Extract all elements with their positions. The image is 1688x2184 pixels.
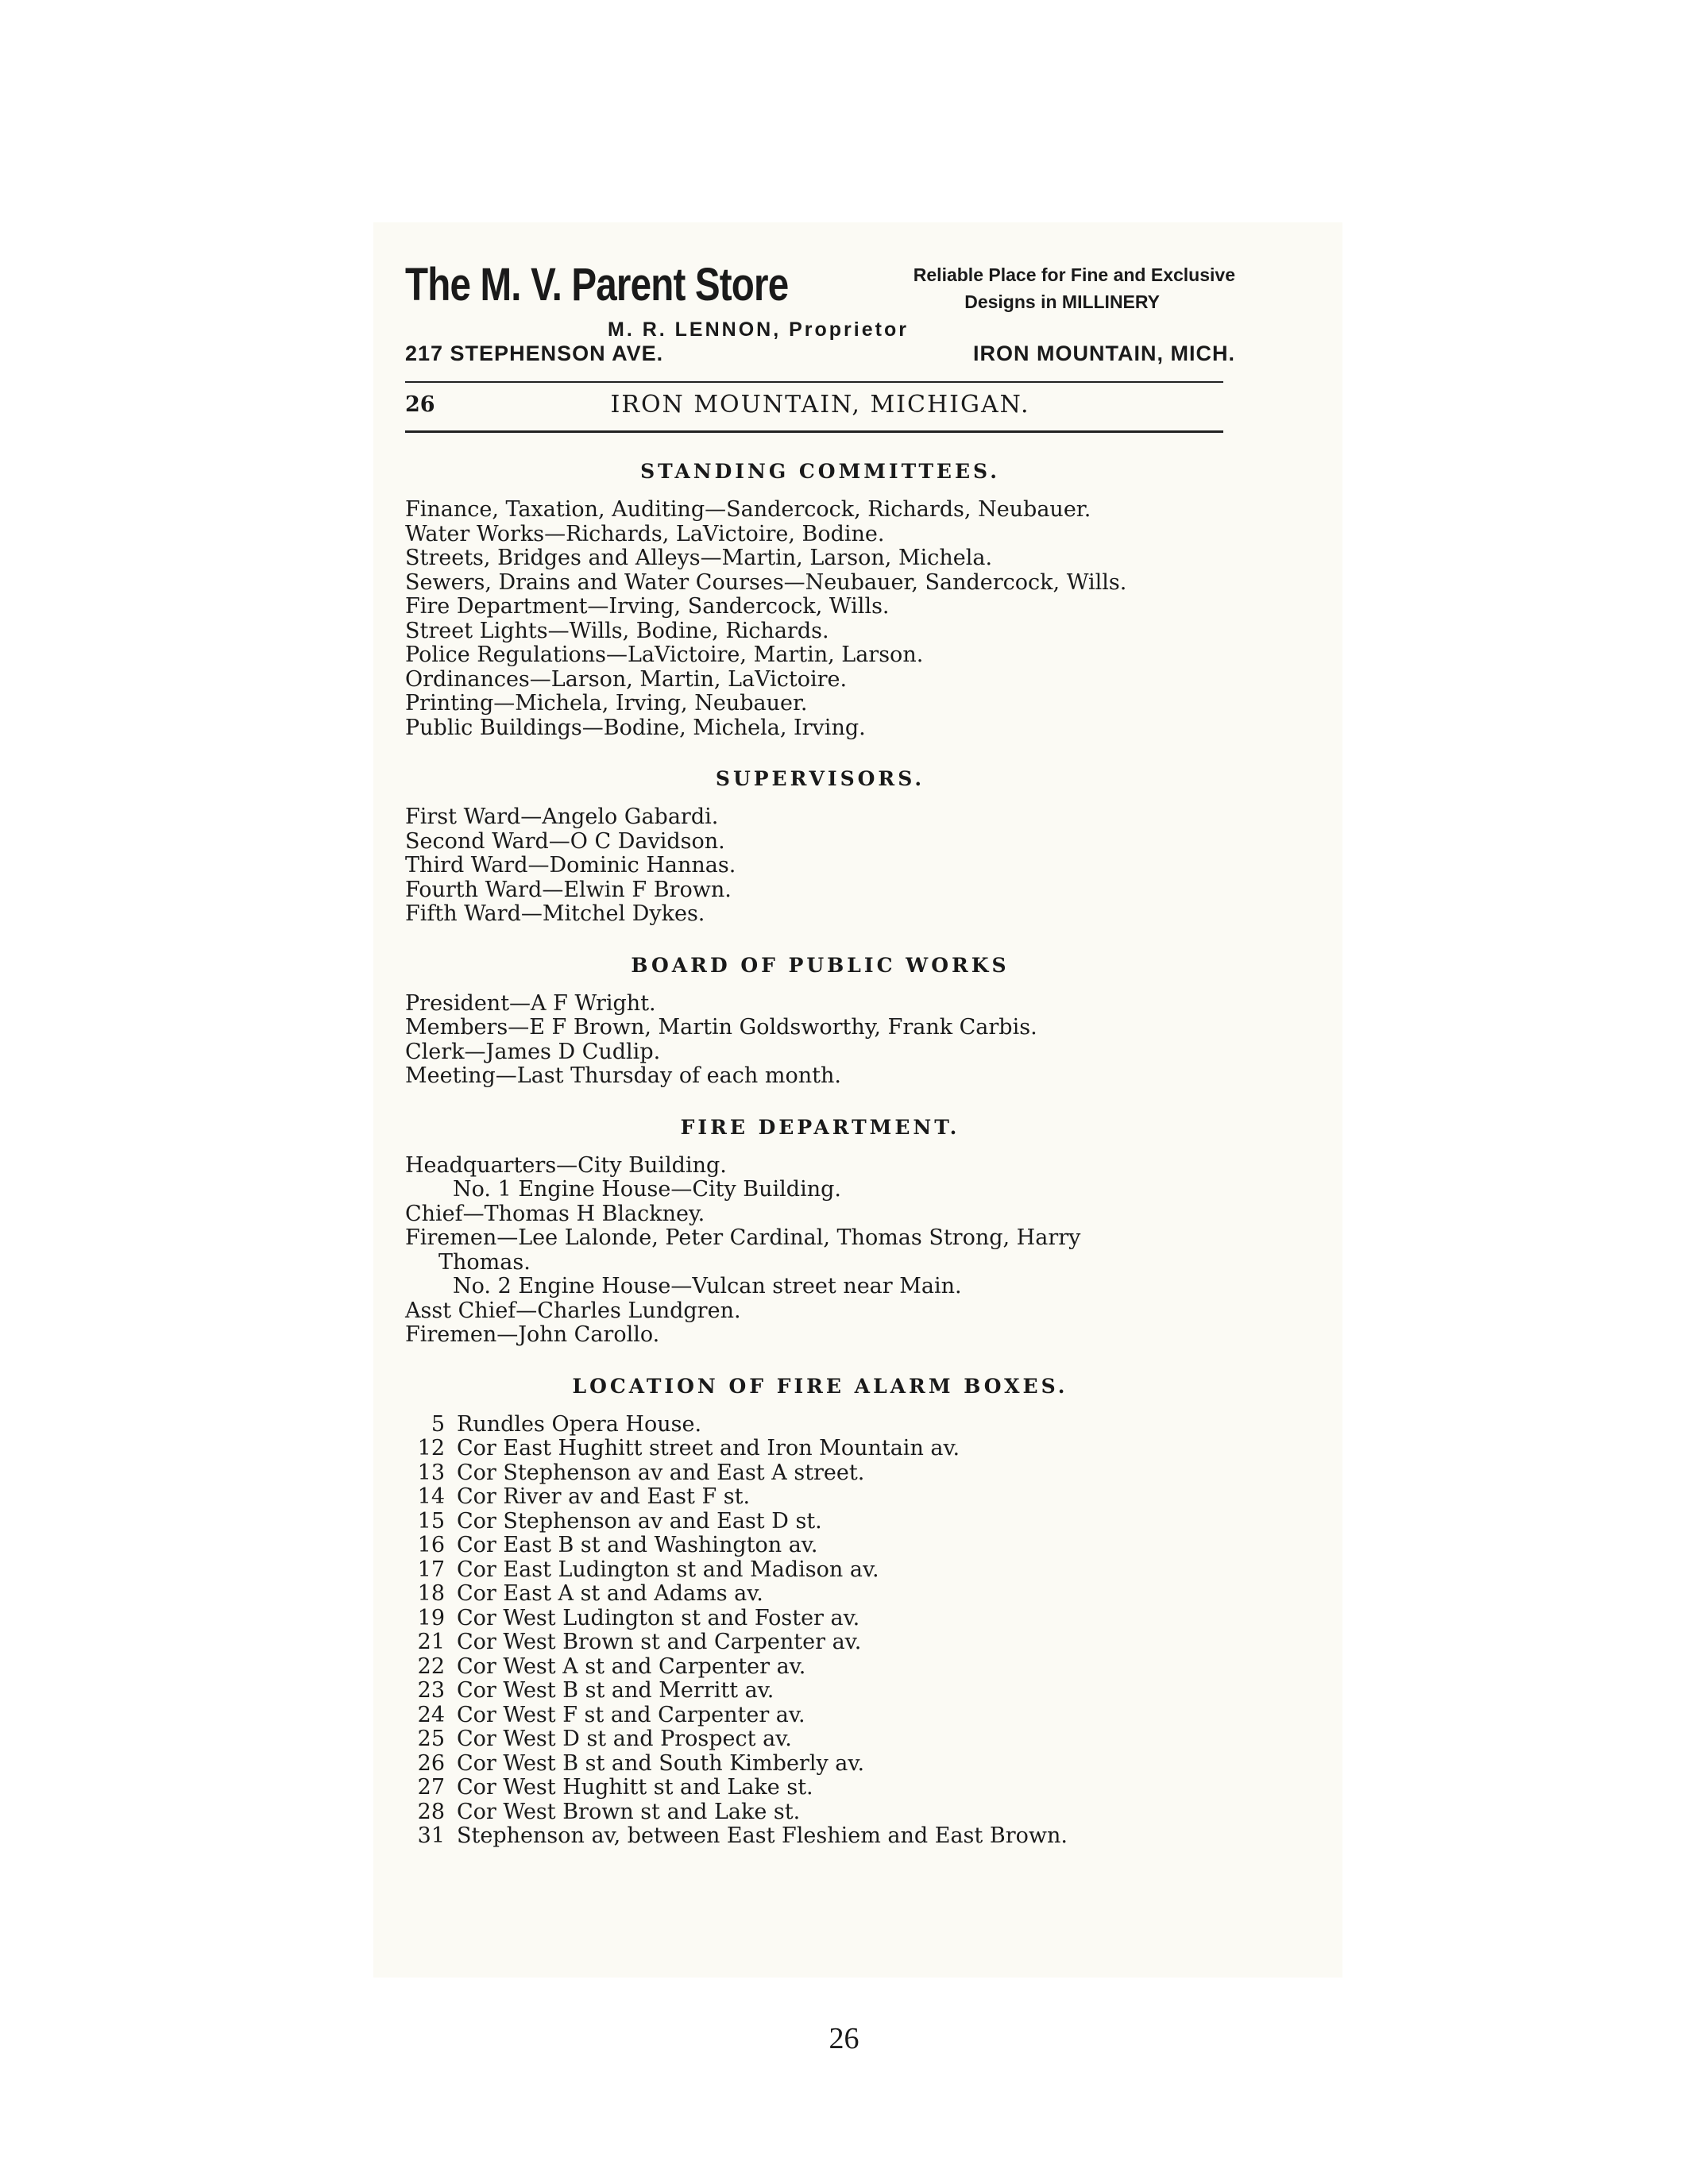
alarm-box-row [405, 1461, 1235, 1486]
ad-tagline-line1: Reliable Place for Fine and Exclusive [913, 264, 1235, 285]
alarm-box-location: Cor East Hughitt street and Iron Mountain av. [457, 1436, 960, 1461]
alarm-box-number: 21 [417, 1630, 445, 1654]
committee-line: Police Regulations—LaVictoire, Martin, Larson. [405, 642, 924, 667]
standing-committees-list [405, 498, 1235, 740]
alarm-box-row [405, 1558, 1235, 1583]
board-of-public-works-heading: BOARD OF PUBLIC WORKS [631, 953, 1010, 977]
header-rule-bottom [405, 430, 1223, 433]
committee-line: Street Lights—Wills, Bodine, Richards. [405, 618, 829, 643]
board-line: Clerk—James D Cudlip. [405, 1039, 661, 1064]
committee-line: Public Buildings—Bodine, Michela, Irving. [405, 715, 866, 740]
fire-alarm-boxes-list [405, 1413, 1235, 1849]
alarm-box-number: 16 [417, 1533, 445, 1557]
alarm-box-row [405, 1800, 1235, 1825]
supervisor-line: Fifth Ward—Mitchel Dykes. [405, 901, 705, 926]
alarm-box-number: 25 [417, 1727, 445, 1751]
alarm-box-location: Rundles Opera House. [457, 1411, 702, 1437]
alarm-box-row [405, 1824, 1235, 1849]
fire-firemen-1: Firemen—Lee Lalonde, Peter Cardinal, Thomas Strong, Harry [405, 1225, 1081, 1250]
alarm-box-number: 23 [417, 1678, 445, 1703]
alarm-box-location: Cor River av and East F st. [457, 1484, 751, 1509]
alarm-box-number: 17 [417, 1557, 445, 1582]
ad-tagline-line2: Designs in MILLINERY [964, 291, 1160, 312]
board-line: Meeting—Last Thursday of each month. [405, 1063, 841, 1088]
alarm-box-number: 24 [417, 1702, 445, 1727]
alarm-box-number: 22 [417, 1653, 445, 1679]
alarm-box-row [405, 1752, 1235, 1777]
committee-line: Finance, Taxation, Auditing—Sandercock, Richards, Neubauer. [405, 497, 1091, 522]
alarm-box-location: Cor West D st and Prospect av. [457, 1727, 792, 1751]
alarm-box-location: Cor West Ludington st and Foster av. [457, 1605, 860, 1630]
alarm-box-row [405, 1413, 1235, 1437]
ad-address: 217 STEPHENSON AVE. [405, 341, 664, 365]
alarm-box-location: Cor West Brown st and Lake st. [457, 1799, 801, 1824]
running-title: IRON MOUNTAIN, MICHIGAN. [610, 391, 1030, 419]
supervisors-list [405, 805, 1235, 927]
supervisors-section [405, 764, 1235, 927]
fire-engine-house-2: No. 2 Engine House—Vulcan street near Main. [453, 1274, 962, 1298]
ad-city: IRON MOUNTAIN, MICH. [973, 341, 1235, 365]
alarm-box-row [405, 1704, 1235, 1728]
committee-line: Streets, Bridges and Alleys—Martin, Larson, Michela. [405, 546, 993, 570]
alarm-box-location: Cor East B st and Washington av. [457, 1533, 818, 1557]
fire-asst-chief: Asst Chief—Charles Lundgren. [405, 1298, 741, 1323]
running-page-number: 26 [405, 392, 435, 417]
alarm-box-location: Cor Stephenson av and East A street. [457, 1460, 865, 1485]
committee-line: Sewers, Drains and Water Courses—Neubauer, Sandercock, Wills. [405, 569, 1127, 595]
alarm-box-number: 14 [417, 1484, 445, 1509]
alarm-box-row [405, 1582, 1235, 1607]
page-content [405, 250, 1235, 1849]
alarm-box-location: Cor West B st and Merritt av. [457, 1678, 774, 1703]
supervisor-line: First Ward—Angelo Gabardi. [405, 805, 719, 829]
alarm-box-number: 5 [431, 1411, 445, 1437]
alarm-box-row [405, 1727, 1235, 1752]
supervisor-line: Second Ward—O C Davidson. [405, 828, 725, 854]
fire-department-section [405, 1113, 1235, 1348]
footer-page-number: 26 [829, 2022, 859, 2055]
fire-alarm-boxes-section [405, 1372, 1235, 1849]
alarm-box-location: Cor West F st and Carpenter av. [457, 1702, 805, 1727]
alarm-box-row [405, 1485, 1235, 1510]
supervisor-line: Third Ward—Dominic Hannas. [405, 853, 736, 878]
alarm-box-number: 18 [417, 1581, 445, 1606]
board-of-public-works-section [405, 951, 1235, 1089]
supervisor-line: Fourth Ward—Elwin F Brown. [405, 877, 732, 902]
board-line: President—A F Wright. [405, 990, 656, 1016]
alarm-box-row [405, 1534, 1235, 1558]
fire-chief: Chief—Thomas H Blackney. [405, 1201, 705, 1226]
alarm-box-number: 31 [417, 1823, 445, 1848]
committee-line: Water Works—Richards, LaVictoire, Bodine. [405, 521, 885, 546]
alarm-box-number: 26 [417, 1750, 445, 1776]
alarm-box-row [405, 1437, 1235, 1461]
alarm-box-row [405, 1655, 1235, 1680]
ad-tagline [822, 261, 1235, 315]
alarm-box-number: 28 [417, 1799, 445, 1824]
alarm-box-location: Cor Stephenson av and East D st. [457, 1508, 822, 1534]
committee-line: Fire Department—Irving, Sandercock, Wills. [405, 594, 890, 619]
fire-firemen-1-continued: Thomas. [438, 1249, 531, 1275]
alarm-box-location: Cor West Brown st and Carpenter av. [457, 1630, 862, 1654]
alarm-box-number: 12 [417, 1436, 445, 1461]
board-of-public-works-list [405, 992, 1235, 1089]
committee-line: Printing—Michela, Irving, Neubauer. [405, 691, 808, 716]
fire-headquarters: Headquarters—City Building. [405, 1152, 727, 1178]
standing-committees-heading: STANDING COMMITTEES. [640, 460, 1000, 483]
ad-store-name: The M. V. Parent Store [405, 259, 789, 311]
ad-proprietor: M. R. LENNON, Proprietor [608, 318, 909, 341]
board-line: Members—E F Brown, Martin Goldsworthy, Frank Carbis. [405, 1015, 1037, 1040]
alarm-box-location: Cor East Ludington st and Madison av. [457, 1557, 879, 1582]
alarm-box-number: 15 [417, 1508, 445, 1534]
alarm-box-location: Stephenson av, between East Fleshiem and East Brown. [457, 1823, 1068, 1848]
alarm-box-number: 19 [417, 1605, 445, 1630]
running-head [405, 383, 1235, 430]
supervisors-heading: SUPERVISORS. [715, 767, 925, 790]
committee-line: Ordinances—Larson, Martin, LaVictoire. [405, 666, 848, 692]
alarm-box-row [405, 1510, 1235, 1534]
store-advertisement [405, 250, 1235, 381]
alarm-box-row [405, 1630, 1235, 1655]
alarm-box-location: Cor West A st and Carpenter av. [457, 1653, 806, 1679]
alarm-box-row [405, 1679, 1235, 1704]
standing-committees-section [405, 457, 1235, 740]
fire-firemen-2: Firemen—John Carollo. [405, 1322, 660, 1347]
fire-department-list [405, 1154, 1235, 1348]
alarm-box-location: Cor East A st and Adams av. [457, 1581, 763, 1606]
alarm-box-number: 27 [417, 1775, 445, 1800]
fire-department-heading: FIRE DEPARTMENT. [680, 1115, 960, 1139]
alarm-box-row [405, 1607, 1235, 1631]
alarm-box-location: Cor West Hughitt st and Lake st. [457, 1775, 813, 1800]
fire-alarm-boxes-heading: LOCATION OF FIRE ALARM BOXES. [572, 1374, 1068, 1398]
fire-engine-house-1: No. 1 Engine House—City Building. [453, 1177, 841, 1202]
alarm-box-row [405, 1776, 1235, 1800]
alarm-box-location: Cor West B st and South Kimberly av. [457, 1750, 865, 1776]
alarm-box-number: 13 [417, 1460, 445, 1485]
